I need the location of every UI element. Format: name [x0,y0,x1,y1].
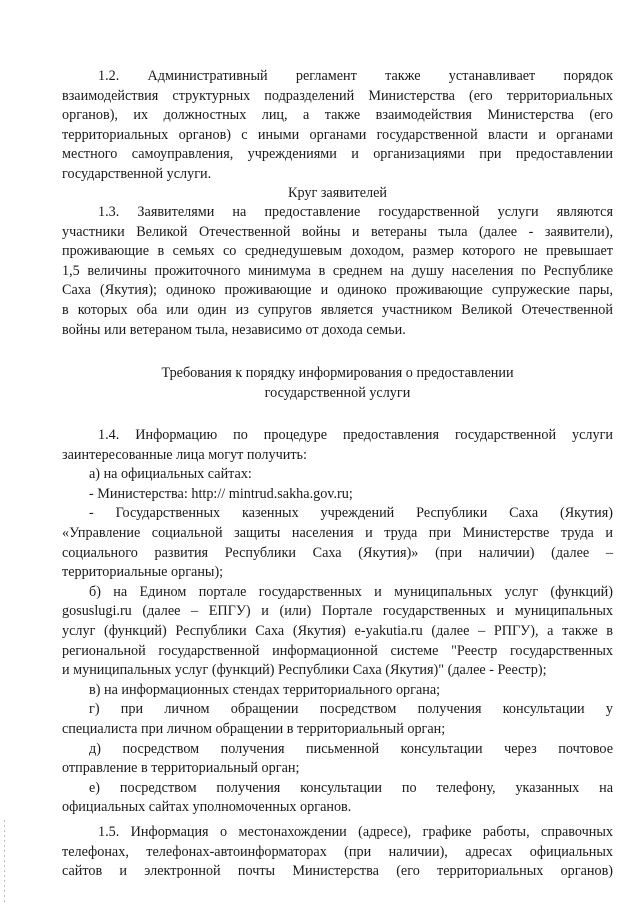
text-line: gosuslugi.ru (далее – ЕПГУ) и (или) Портале государственных и муниципальных [62,603,613,620]
text-line: и муниципальных услуг (функций) Республики Саха (Якутия)" (далее - Реестр); [62,662,547,679]
text-line: региональной государственной информационной системе "Реестр государственных [62,642,613,659]
text-line: местного самоуправления, учреждениями и организациями при предоставлении [62,146,613,163]
heading-applicants [62,184,613,204]
list-item: в) на информационных стендах территориального органа; [89,681,441,698]
text-line: отправление в территориальный орган; [62,760,300,777]
heading-requirements [62,364,613,403]
text-line: телефонах, телефонах-автоинформаторах (при наличии), адресах официальных [62,843,613,860]
text-line: в которых оба или один из супругов является участником Великой Отечественной [62,301,613,318]
text-line: 1.3. Заявителями на предоставление государственной услуги являются [98,204,613,220]
list-item: е) посредством получения консультации по телефону, указанных на [89,779,613,796]
text-line: услуг (функций) Республики Саха (Якутия) e-yakutia.ru (далее – РПГУ), а также в [62,622,613,639]
heading-text: государственной услуги [264,384,411,401]
text-line: официальных сайтах уполномоченных органов. [62,799,352,816]
list-item: г) при личном обращении посредством получения консультации у [89,701,613,718]
text-line: заинтересованные лица могут получить: [62,446,307,463]
list-item: - Министерства: http:// mintrud.sakha.gov.ru; [89,485,353,502]
text-line: органов), их должностных лиц, а также взаимодействия Министерства (его [62,107,613,124]
scan-edge-mark [4,820,5,905]
paragraph-1-3 [62,203,613,340]
text-line: территориальные органы); [62,564,224,581]
list-item: д) посредством получения письменной консультации через почтовое [89,740,613,757]
text-line: проживающие в семьях со среднедушевым доходом, размер которого не превышает [62,243,613,260]
text-line: 1.4. Информацию по процедуре предоставления государственной услуги [98,427,613,443]
text-line: 1.5. Информация о местонахождении (адресе), графике работы, справочных [98,824,613,840]
text-line: войны или ветераном тыла, независимо от дохода семьи. [62,321,406,338]
text-line: государственной услуги. [62,165,212,182]
text-line: взаимодействия структурных подразделений Министерства (его территориальных [62,87,613,104]
heading-text: Требования к порядку информирования о предоставлении [161,365,514,381]
list-item: - Государственных казенных учреждений Республики Саха (Якутия) [89,505,613,522]
text-line: социального развития Республики Саха (Якутия)» (при наличии) (далее – [62,544,613,561]
text-line: 1.2. Административный регламент также устанавливает порядок [98,68,613,84]
list-item: б) на Едином портале государственных и муниципальных услуг (функций) [89,583,613,600]
list-item: а) на официальных сайтах: [89,466,252,483]
paragraph-1-4 [62,426,613,818]
text-line: «Управление социальной защиты населения и труда при Министерстве труда и [62,524,613,541]
heading-text: Круг заявителей [287,185,387,201]
text-line: участники Великой Отечественной войны и ветераны тыла (далее - заявители), [62,223,613,240]
text-line: 1,5 величины прожиточного минимума в среднем на душу населения по Республике [62,262,613,279]
text-line: территориальных органов) с иными органами государственной власти и органами [62,126,613,143]
paragraph-1-5 [62,823,613,882]
paragraph-1-2 [62,67,613,185]
text-line: специалиста при личном обращении в территориальный орган; [62,720,446,737]
text-line: Саха (Якутия); одиноко проживающие и одиноко проживающие супружеские пары, [62,282,613,299]
text-line: сайтов и электронной почты Министерства (его территориальных органов) [62,863,613,880]
